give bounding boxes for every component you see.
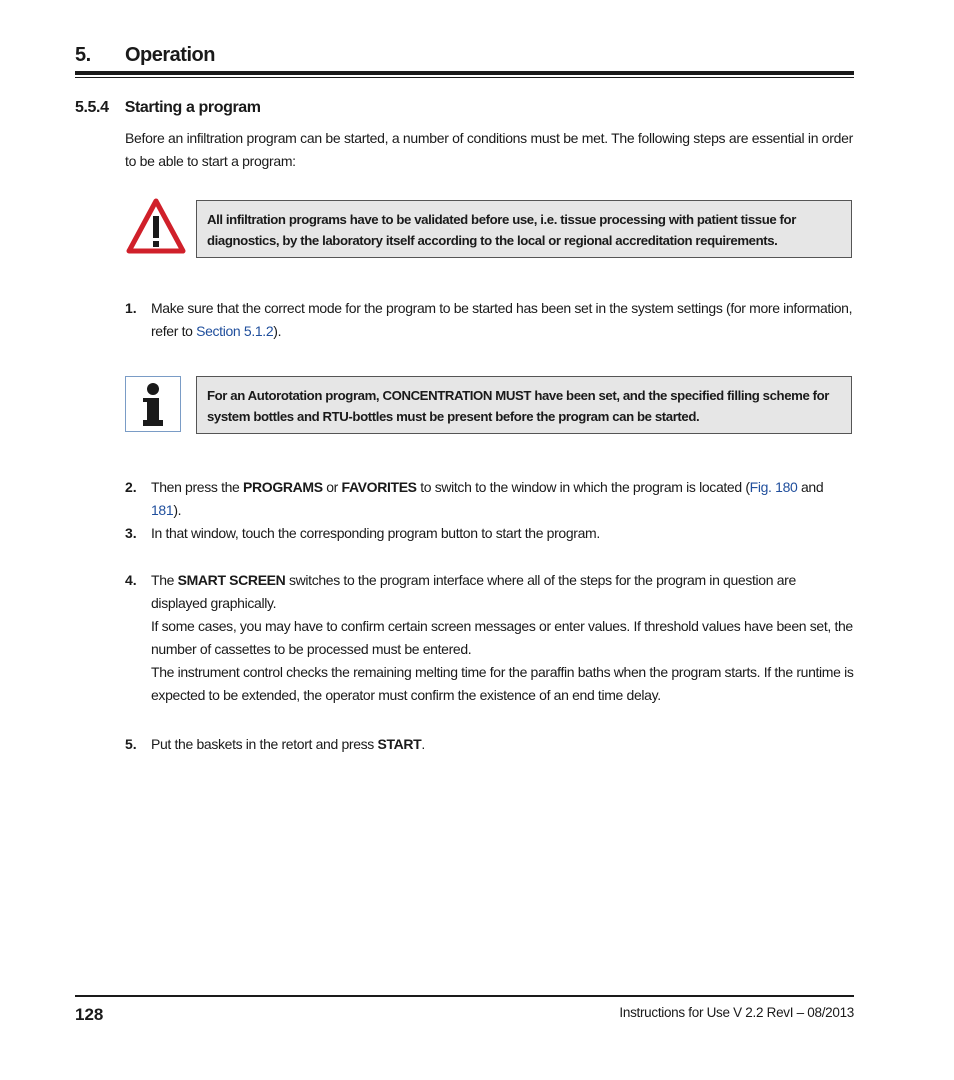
step-text-part: Put the baskets in the retort and press xyxy=(151,736,378,752)
footer-text: Instructions for Use V 2.2 RevI – 08/2013 xyxy=(619,1005,854,1020)
step-text xyxy=(151,569,854,707)
step-number: 3. xyxy=(125,525,137,541)
step-text-part: ). xyxy=(273,323,282,339)
step-number: 2. xyxy=(125,479,137,495)
header-rule-thin xyxy=(75,77,854,78)
step-text-part: to switch to the window in which the program is located ( xyxy=(416,479,750,495)
footer-rule xyxy=(75,995,854,997)
step-text-part: Make sure that the correct mode for the program to be started has been set in the system settings (for more information, refer to xyxy=(151,300,853,339)
step-number: 5. xyxy=(125,736,137,752)
chapter-title: Operation xyxy=(125,44,215,66)
smart-screen-keyword: SMART SCREEN xyxy=(177,572,286,588)
step-text-part: and xyxy=(797,479,824,495)
step-text-part: or xyxy=(322,479,342,495)
programs-keyword: PROGRAMS xyxy=(243,479,323,495)
warning-notice: All infiltration programs have to be validated before use, i.e. tissue processing with patient tissue for diagnostics, by the laboratory itself according to the local or regional accreditation requirements. xyxy=(196,200,852,258)
intro-paragraph: Before an infiltration program can be started, a number of conditions must be met. The following steps are essential in order to be able to start a program: xyxy=(125,130,853,169)
step-text-part: The xyxy=(151,572,178,588)
step-paragraph xyxy=(151,569,854,615)
info-notice: For an Autorotation program, CONCENTRATION MUST have been set, and the specified filling scheme for system bottles and RTU-bottles must be present before the program can be started. xyxy=(196,376,852,434)
section-heading xyxy=(75,99,261,117)
step-text xyxy=(151,297,854,343)
step-text xyxy=(151,476,854,522)
step-number: 4. xyxy=(125,572,137,588)
favorites-keyword: FAVORITES xyxy=(341,479,417,495)
figure-link[interactable]: 181 xyxy=(151,502,174,518)
start-keyword: START xyxy=(377,736,422,752)
section-title: Starting a program xyxy=(124,99,261,116)
step-text-part: ). xyxy=(173,502,182,518)
section-link[interactable]: Section 5.1.2 xyxy=(196,323,274,339)
header-rule xyxy=(75,71,854,75)
step-paragraph: If some cases, you may have to confirm certain screen messages or enter values. If threshold values have been set, the number of cassettes to be processed must be entered. xyxy=(151,618,853,657)
step-text-part: . xyxy=(421,736,425,752)
page-number: 128 xyxy=(75,1005,104,1024)
info-icon xyxy=(125,376,181,432)
step-text: In that window, touch the corresponding program button to start the program. xyxy=(151,525,600,541)
step-paragraph: The instrument control checks the remaining melting time for the paraffin baths when the program starts. If the runtime is expected to be extended, the operator must confirm the existence of an end time delay. xyxy=(151,664,854,703)
step-number: 1. xyxy=(125,300,137,316)
figure-link[interactable]: Fig. 180 xyxy=(749,479,798,495)
step-text xyxy=(151,733,854,756)
warning-triangle-icon xyxy=(126,198,186,254)
step-text-part: Then press the xyxy=(151,479,244,495)
step-text-part: switches to the program interface where all of the steps for the program in question are displayed graphically. xyxy=(151,572,796,611)
section-number: 5.5.4 xyxy=(75,99,109,116)
chapter-number: 5. xyxy=(75,44,91,66)
